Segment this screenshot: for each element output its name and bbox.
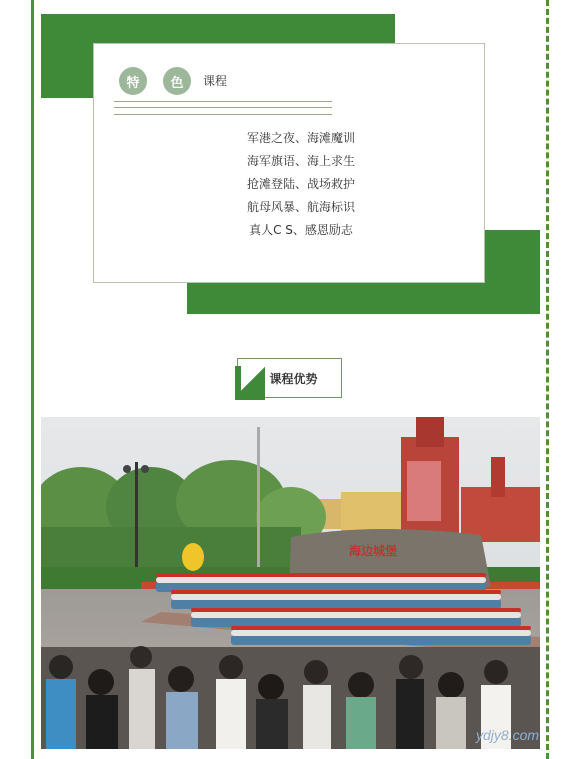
course-list xyxy=(94,127,486,242)
advantages-title: 课程优势 xyxy=(269,371,318,386)
watermark-text: ydjy8.com xyxy=(476,727,540,743)
divider-line xyxy=(114,114,332,115)
course-card xyxy=(93,43,485,283)
right-border-line xyxy=(546,0,549,759)
card-heading: 课程 xyxy=(203,74,228,88)
badge-te: 特 xyxy=(119,67,147,95)
rock-sign-text: 海边城堡 xyxy=(349,544,398,558)
left-border-line xyxy=(31,0,34,759)
course-item: 军港之夜、海滩魔训 xyxy=(246,131,355,145)
course-item: 航母风暴、航海标识 xyxy=(246,200,355,214)
course-item: 海军旗语、海上求生 xyxy=(246,154,355,168)
divider-line xyxy=(114,107,332,108)
course-item: 真人C S、感恩励志 xyxy=(249,223,353,237)
event-photo xyxy=(41,417,540,749)
divider-line xyxy=(114,101,332,102)
course-item: 抢滩登陆、战场救护 xyxy=(246,177,355,191)
badge-se: 色 xyxy=(163,67,191,95)
